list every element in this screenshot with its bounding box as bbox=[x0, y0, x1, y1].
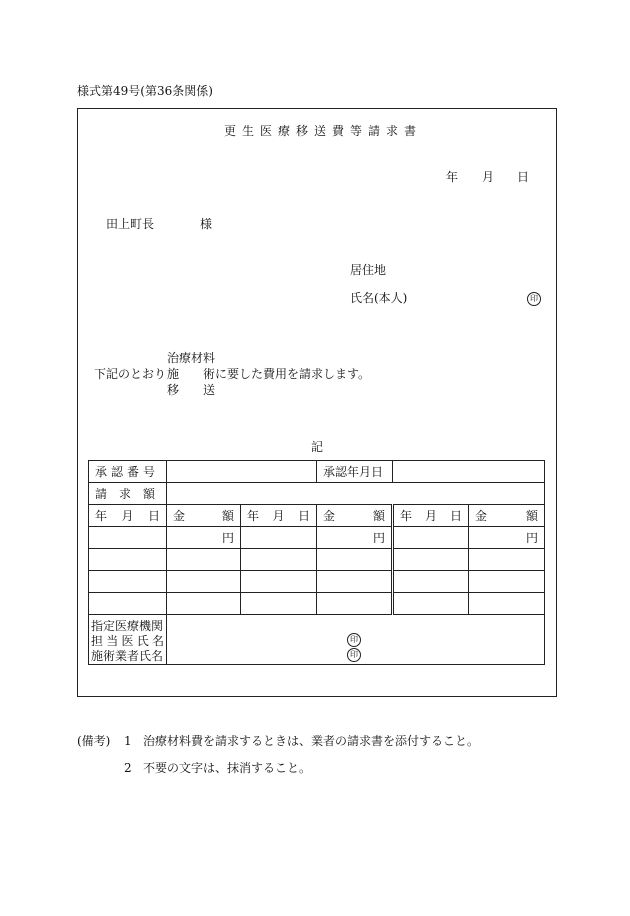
form-title: 更生医療移送費等請求書 bbox=[224, 124, 423, 138]
approval-number-label: 承 認 番 号 bbox=[89, 461, 167, 483]
applicant-seal-icon: 印 bbox=[527, 291, 541, 306]
addressee-name: 田上町長 bbox=[106, 217, 155, 231]
date-year-label: 年 bbox=[446, 170, 459, 184]
amount-cell[interactable] bbox=[469, 571, 545, 593]
date-cell[interactable] bbox=[241, 549, 317, 571]
col-header-date: 年 月 日 bbox=[393, 505, 469, 527]
date-cell[interactable] bbox=[241, 527, 317, 549]
date-cell[interactable] bbox=[89, 593, 167, 615]
request-suffix: に要した費用を請求します。 bbox=[215, 367, 371, 381]
date-cell[interactable] bbox=[393, 593, 469, 615]
table-row bbox=[89, 571, 545, 593]
address-label: 居住地 bbox=[350, 263, 387, 277]
note-text: 不要の文字は、抹消すること。 bbox=[143, 761, 312, 775]
date-cell[interactable] bbox=[241, 593, 317, 615]
approval-date-field[interactable] bbox=[393, 461, 545, 483]
practitioner-seal-icon: 印 bbox=[347, 648, 361, 662]
practitioner-name-label: 施術業者氏名 bbox=[91, 649, 164, 663]
date-cell[interactable] bbox=[393, 527, 469, 549]
note-number: 1 bbox=[124, 734, 132, 748]
record-heading: 記 bbox=[311, 440, 324, 454]
table-row bbox=[89, 527, 545, 549]
doctor-name-label: 担 当 医 氏 名 bbox=[91, 634, 164, 648]
col-header-amount: 金 額 bbox=[317, 505, 393, 527]
amount-cell[interactable] bbox=[167, 549, 241, 571]
col-header-amount: 金 額 bbox=[469, 505, 545, 527]
amount-cell[interactable]: 円 bbox=[317, 527, 393, 549]
amount-cell[interactable]: 円 bbox=[469, 527, 545, 549]
date-cell[interactable] bbox=[89, 549, 167, 571]
note-text: 治療材料費を請求するときは、業者の請求書を添付すること。 bbox=[143, 734, 480, 748]
claim-amount-label: 請 求 額 bbox=[89, 483, 167, 505]
amount-cell[interactable] bbox=[317, 571, 393, 593]
doctor-seal-icon: 印 bbox=[347, 633, 361, 647]
medical-institution-label: 指定医療機関 bbox=[91, 619, 164, 633]
amount-cell[interactable] bbox=[469, 593, 545, 615]
date-cell[interactable] bbox=[89, 571, 167, 593]
table-row bbox=[89, 593, 545, 615]
provider-labels bbox=[89, 615, 167, 665]
addressee-honorific: 様 bbox=[200, 217, 213, 231]
claim-amount-field[interactable] bbox=[167, 483, 545, 505]
date-day-label: 日 bbox=[517, 170, 530, 184]
table-row bbox=[89, 549, 545, 571]
approval-date-label: 承認年月日 bbox=[317, 461, 393, 483]
request-option-treatment: 施 術 bbox=[167, 367, 216, 381]
amount-cell[interactable] bbox=[317, 593, 393, 615]
table-row-claim-amount bbox=[89, 483, 545, 505]
request-option-transport: 移 送 bbox=[167, 383, 216, 397]
date-cell[interactable] bbox=[393, 571, 469, 593]
date-cell[interactable] bbox=[241, 571, 317, 593]
amount-cell[interactable] bbox=[469, 549, 545, 571]
table-header-row bbox=[89, 505, 545, 527]
note-number: 2 bbox=[124, 761, 132, 775]
date-month-label: 月 bbox=[482, 170, 495, 184]
approval-number-field[interactable] bbox=[167, 461, 317, 483]
request-option-materials: 治療材料 bbox=[167, 351, 216, 365]
col-header-date: 年 月 日 bbox=[241, 505, 317, 527]
amount-cell[interactable]: 円 bbox=[167, 527, 241, 549]
col-header-amount: 金 額 bbox=[167, 505, 241, 527]
table-row-providers bbox=[89, 615, 545, 665]
applicant-name-label: 氏名(本人) bbox=[350, 291, 408, 305]
amount-cell[interactable] bbox=[317, 549, 393, 571]
date-cell[interactable] bbox=[393, 549, 469, 571]
provider-fields[interactable] bbox=[167, 615, 545, 665]
amount-cell[interactable] bbox=[167, 593, 241, 615]
col-header-date: 年 月 日 bbox=[89, 505, 167, 527]
form-number: 様式第49号(第36条関係) bbox=[77, 84, 213, 98]
amount-cell[interactable] bbox=[167, 571, 241, 593]
notes-label: (備考) bbox=[77, 734, 111, 748]
date-cell[interactable] bbox=[89, 527, 167, 549]
request-prefix: 下記のとおり bbox=[94, 367, 167, 381]
claim-table bbox=[88, 460, 545, 665]
table-row-approval bbox=[89, 461, 545, 483]
